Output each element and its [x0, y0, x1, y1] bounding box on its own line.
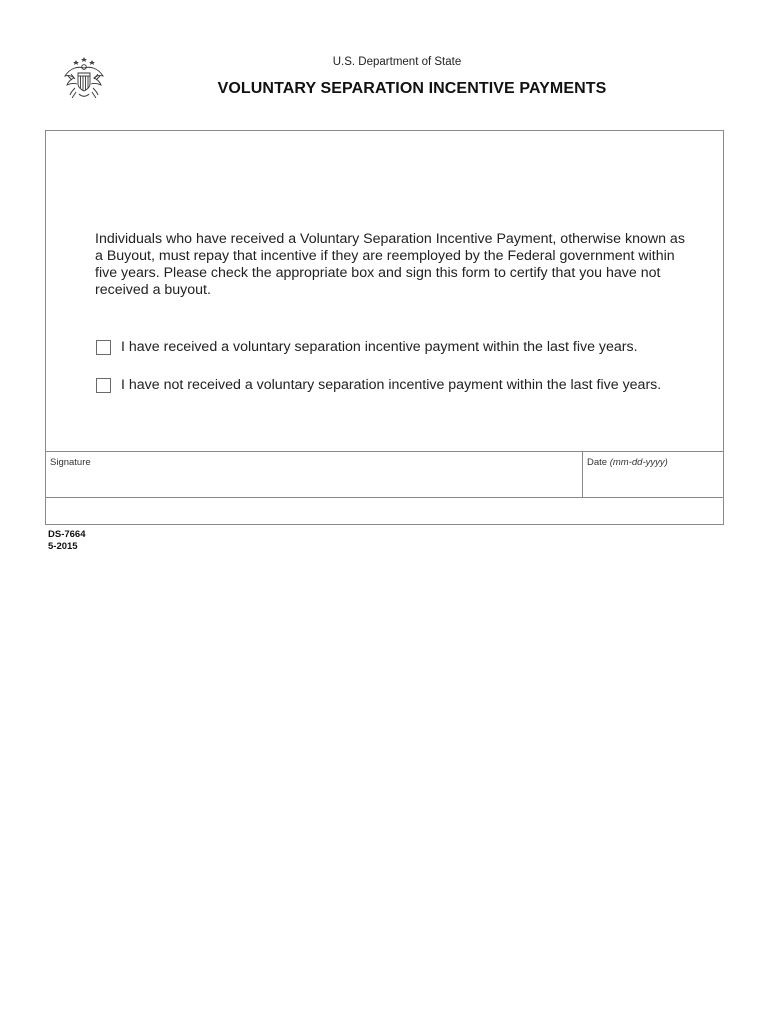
not-received-payment-label: I have not received a voluntary separation incentive payment within the last five years.	[121, 377, 662, 393]
department-name: U.S. Department of State	[332, 56, 462, 68]
date-format-hint: (mm-dd-yyyy)	[609, 457, 668, 468]
instructions-text: Individuals who have received a Voluntary Separation Incentive Payment, otherwise known as a Buyout, must repay that incentive if they are reemployed by the Federal government within five years. Please check the appropriate box and sign this form to certify that you have not received a buyout.	[95, 231, 685, 298]
form-revision: 5-2015	[48, 541, 78, 552]
form-number: DS-7664	[48, 529, 86, 540]
form-container	[45, 130, 724, 525]
not-received-payment-checkbox[interactable]	[96, 378, 111, 393]
signature-label: Signature	[50, 457, 91, 468]
form-title: VOLUNTARY SEPARATION INCENTIVE PAYMENTS	[217, 80, 607, 97]
signature-row	[46, 451, 723, 498]
date-label-text: Date	[587, 457, 608, 468]
date-field[interactable]	[583, 452, 723, 497]
option-received-row	[96, 339, 638, 355]
option-not-received-row	[96, 377, 661, 393]
received-payment-checkbox[interactable]	[96, 340, 111, 355]
received-payment-label: I have received a voluntary separation incentive payment within the last five years.	[121, 339, 638, 355]
signature-field[interactable]	[46, 452, 583, 497]
form-identifier	[48, 529, 86, 553]
date-label	[587, 457, 668, 468]
